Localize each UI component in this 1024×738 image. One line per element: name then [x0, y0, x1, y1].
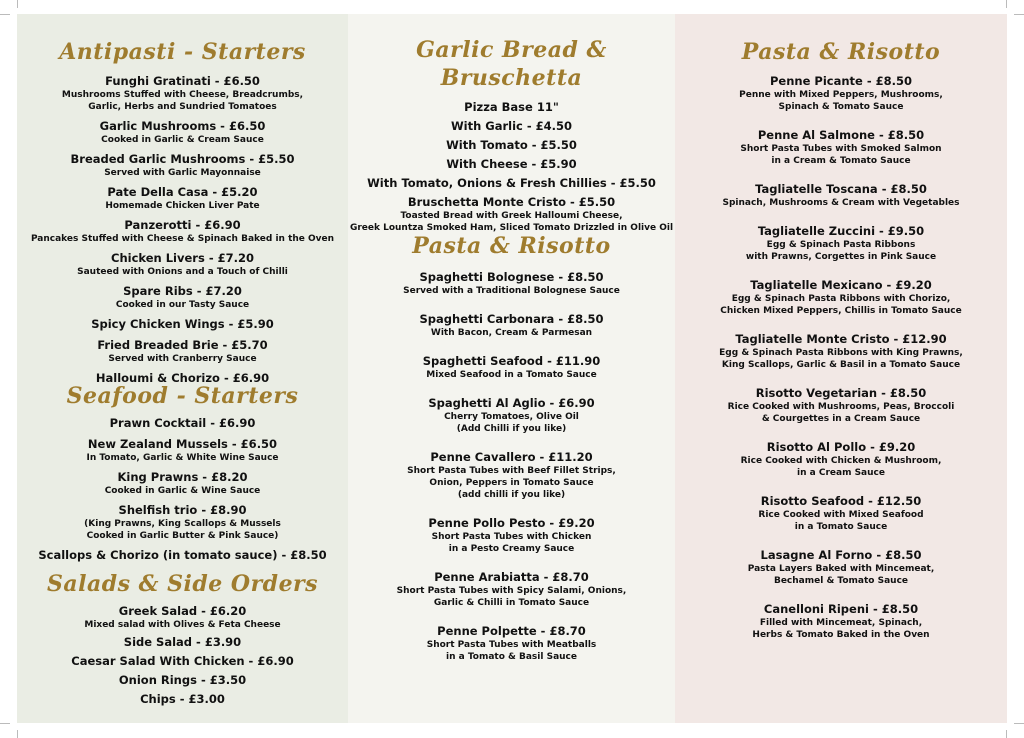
- menu-item: [348, 119, 675, 134]
- menu-section: [348, 36, 675, 234]
- menu-item: [348, 157, 675, 172]
- menu-item-name: Penne Arabiatta - £8.70: [434, 570, 589, 584]
- menu-item-name: Funghi Gratinati - £6.50: [105, 74, 260, 88]
- menu-item-name: Spaghetti Al Aglio - £6.90: [428, 396, 595, 410]
- menu-item-name: Risotto Vegetarian - £8.50: [755, 386, 927, 400]
- menu-item-description: Served with a Traditional Bolognese Sauce: [403, 286, 620, 296]
- menu-item-description: Penne with Mixed Peppers, Mushrooms,: [739, 90, 943, 100]
- menu-item: [348, 176, 675, 191]
- menu-item-description: With Bacon, Cream & Parmesan: [430, 328, 593, 338]
- menu-item-description: Egg & Spinach Pasta Ribbons with Chorizo,: [731, 294, 951, 304]
- menu-item: [17, 284, 348, 311]
- menu-item-description: Spinach & Tomato Sauce: [778, 102, 904, 112]
- menu-item-description: Filled with Mincemeat, Spinach,: [759, 618, 923, 628]
- menu-section: [17, 570, 348, 707]
- section-heading: Pasta & Risotto: [741, 39, 941, 65]
- menu-item: [17, 635, 348, 650]
- menu-item: [17, 673, 348, 688]
- menu-item: [348, 624, 675, 663]
- menu-item: [17, 185, 348, 212]
- menu-item-name: Tagliatelle Toscana - £8.50: [755, 182, 927, 196]
- menu-item-name: Chicken Livers - £7.20: [111, 251, 254, 265]
- menu-item-name: Prawn Cocktail - £6.90: [109, 416, 256, 430]
- section-heading: Garlic Bread & Bruschetta: [416, 37, 607, 91]
- menu-item-name: Penne Al Salmone - £8.50: [757, 128, 925, 142]
- menu-item-description: Served with Garlic Mayonnaise: [104, 168, 261, 178]
- menu-item-name: Penne Polpette - £8.70: [437, 624, 586, 638]
- menu-item-name: Penne Cavallero - £11.20: [430, 450, 593, 464]
- menu-item: [675, 128, 1007, 167]
- menu-item: [675, 332, 1007, 371]
- menu-item-description: with Prawns, Corgettes in Pink Sauce: [745, 252, 937, 262]
- menu-item-name: Risotto Al Pollo - £9.20: [766, 440, 916, 454]
- menu-item-name: Fried Breaded Brie - £5.70: [97, 338, 268, 352]
- menu-item-description: Rice Cooked with Mushrooms, Peas, Broccoli: [727, 402, 955, 412]
- menu-item-description: Egg & Spinach Pasta Ribbons: [766, 240, 916, 250]
- section-heading: Salads & Side Orders: [46, 571, 319, 597]
- menu-panel-center: [348, 14, 675, 723]
- menu-item: [17, 251, 348, 278]
- menu-item-description: In Tomato, Garlic & White Wine Sauce: [86, 453, 279, 463]
- menu-item: [348, 570, 675, 609]
- menu-item-name: Spaghetti Carbonara - £8.50: [419, 312, 604, 326]
- menu-item-name: With Cheese - £5.90: [446, 157, 577, 171]
- menu-item-name: Tagliatelle Monte Cristo - £12.90: [735, 332, 947, 346]
- menu-item: [17, 416, 348, 431]
- menu-item-description: Garlic, Herbs and Sundried Tomatoes: [88, 102, 277, 112]
- menu-item-description: (King Prawns, King Scallops & Mussels: [84, 519, 281, 529]
- menu-section: [348, 232, 675, 663]
- menu-item: [17, 338, 348, 365]
- menu-item: [348, 396, 675, 435]
- menu-item: [675, 440, 1007, 479]
- menu-item-name: King Prawns - £8.20: [117, 470, 248, 484]
- menu-item-description: Mixed salad with Olives & Feta Cheese: [84, 620, 281, 630]
- menu-item-name: Penne Pollo Pesto - £9.20: [428, 516, 595, 530]
- menu-section: [675, 38, 1007, 641]
- menu-item-name: With Tomato - £5.50: [446, 138, 577, 152]
- menu-item: [17, 548, 348, 563]
- menu-item-description: Bechamel & Tomato Sauce: [773, 576, 909, 586]
- menu-item-description: in a Cream Sauce: [797, 468, 885, 478]
- menu-item-description: & Courgettes in a Cream Sauce: [761, 414, 921, 424]
- menu-item-description: Cooked in Garlic & Cream Sauce: [101, 135, 264, 145]
- menu-item-description: Toasted Bread with Greek Halloumi Cheese,: [400, 211, 623, 221]
- menu-item: [348, 354, 675, 381]
- menu-item-name: Pizza Base 11": [464, 100, 559, 114]
- menu-item-description: in a Pesto Creamy Sauce: [448, 544, 575, 554]
- menu-item-name: Spicy Chicken Wings - £5.90: [91, 317, 274, 331]
- menu-item-name: Tagliatelle Mexicano - £9.20: [750, 278, 932, 292]
- menu-item: [348, 312, 675, 339]
- menu-item-description: in a Cream & Tomato Sauce: [771, 156, 911, 166]
- menu-item: [17, 317, 348, 332]
- menu-item-description: Mushrooms Stuffed with Cheese, Breadcrumbs,: [61, 90, 304, 100]
- section-heading: Pasta & Risotto: [412, 233, 611, 259]
- menu-item: [348, 270, 675, 297]
- menu-item-name: Risotto Seafood - £12.50: [760, 494, 922, 508]
- menu-item-name: Bruschetta Monte Cristo - £5.50: [407, 195, 616, 209]
- menu-item: [348, 516, 675, 555]
- menu-item-name: Spare Ribs - £7.20: [123, 284, 242, 298]
- menu-item: [17, 604, 348, 631]
- menu-item-description: Cherry Tomatoes, Olive Oil: [444, 412, 579, 422]
- menu-item-name: New Zealand Mussels - £6.50: [87, 437, 278, 451]
- menu-item-name: Side Salad - £3.90: [123, 635, 242, 649]
- menu-item-name: Spaghetti Seafood - £11.90: [422, 354, 601, 368]
- menu-item-name: Chips - £3.00: [140, 692, 225, 706]
- menu-item: [348, 100, 675, 115]
- menu-item: [17, 692, 348, 707]
- menu-item: [675, 386, 1007, 425]
- menu-item-description: Cooked in Garlic Butter & Pink Sauce): [86, 531, 279, 541]
- menu-item-name: Spaghetti Bolognese - £8.50: [419, 270, 604, 284]
- menu-item-description: (Add Chilli if you like): [456, 424, 567, 434]
- menu-item: [17, 503, 348, 542]
- section-heading: Antipasti - Starters: [59, 39, 306, 65]
- menu-item: [17, 74, 348, 113]
- menu-item-description: Greek Lountza Smoked Ham, Sliced Tomato Drizzled in Olive Oil: [349, 223, 674, 233]
- menu-item: [675, 548, 1007, 587]
- menu-item: [348, 138, 675, 153]
- menu-item-name: Panzerotti - £6.90: [124, 218, 241, 232]
- menu-item-description: Rice Cooked with Mixed Seafood: [758, 510, 924, 520]
- menu-item-name: Greek Salad - £6.20: [118, 604, 247, 618]
- menu-item: [17, 152, 348, 179]
- menu-item-name: Shelfish trio - £8.90: [118, 503, 247, 517]
- menu-item-description: Homemade Chicken Liver Pate: [105, 201, 260, 211]
- menu-item: [675, 224, 1007, 263]
- menu-item-description: Spinach, Mushrooms & Cream with Vegetables: [722, 198, 960, 208]
- menu-item-description: Pasta Layers Baked with Mincemeat,: [747, 564, 935, 574]
- menu-item: [675, 602, 1007, 641]
- menu-section: [17, 382, 348, 563]
- menu-item: [17, 437, 348, 464]
- menu-item-description: Served with Cranberry Sauce: [108, 354, 257, 364]
- menu-item-name: Breaded Garlic Mushrooms - £5.50: [70, 152, 295, 166]
- menu-item: [17, 218, 348, 245]
- menu-item-description: Chicken Mixed Peppers, Chillis in Tomato Sauce: [720, 306, 962, 316]
- menu-item-description: in a Tomato & Basil Sauce: [445, 652, 577, 662]
- menu-item-name: Canelloni Ripeni - £8.50: [763, 602, 919, 616]
- menu-item-description: (add chilli if you like): [457, 490, 566, 500]
- menu-item-description: Short Pasta Tubes with Chicken: [431, 532, 592, 542]
- menu-item-name: Tagliatelle Zuccini - £9.50: [757, 224, 925, 238]
- menu-item-description: Mixed Seafood in a Tomato Sauce: [426, 370, 597, 380]
- menu-item-name: Lasagne Al Forno - £8.50: [760, 548, 922, 562]
- menu-item-name: With Garlic - £4.50: [450, 119, 573, 133]
- menu-item-name: Scallops & Chorizo (in tomato sauce) - £8.50: [38, 548, 327, 562]
- menu-item: [348, 450, 675, 501]
- menu-item: [675, 494, 1007, 533]
- menu-item-description: Onion, Peppers in Tomato Sauce: [429, 478, 594, 488]
- menu-item-description: Egg & Spinach Pasta Ribbons with King Prawns,: [719, 348, 963, 358]
- menu-item-description: Rice Cooked with Chicken & Mushroom,: [740, 456, 942, 466]
- menu-section: [17, 38, 348, 386]
- menu-item: [17, 470, 348, 497]
- menu-panel-left: [17, 14, 348, 723]
- menu-item: [348, 195, 675, 234]
- menu-item-name: Caesar Salad With Chicken - £6.90: [71, 654, 294, 668]
- menu-item-description: Short Pasta Tubes with Spicy Salami, Onions,: [396, 586, 627, 596]
- menu-item-description: Cooked in our Tasty Sauce: [115, 300, 250, 310]
- menu-item-name: Halloumi & Chorizo - £6.90: [95, 371, 270, 385]
- menu-item-name: With Tomato, Onions & Fresh Chillies - £5.50: [367, 176, 656, 190]
- menu-item: [17, 119, 348, 146]
- menu-item-description: Garlic & Chilli in Tomato Sauce: [433, 598, 590, 608]
- menu-item-description: Short Pasta Tubes with Beef Fillet Strips,: [407, 466, 616, 476]
- menu-item: [675, 278, 1007, 317]
- menu-item-description: Short Pasta Tubes with Meatballs: [426, 640, 597, 650]
- menu-item-name: Onion Rings - £3.50: [118, 673, 247, 687]
- menu-item-description: Cooked in Garlic & Wine Sauce: [104, 486, 261, 496]
- menu-item-name: Penne Picante - £8.50: [770, 74, 912, 88]
- menu-item-description: King Scallops, Garlic & Basil in a Tomato Sauce: [721, 360, 961, 370]
- menu-item-description: Short Pasta Tubes with Smoked Salmon: [740, 144, 942, 154]
- menu-item: [17, 654, 348, 669]
- menu-item-description: in a Tomato Sauce: [794, 522, 888, 532]
- menu-item-name: Garlic Mushrooms - £6.50: [99, 119, 266, 133]
- menu-item-name: Pate Della Casa - £5.20: [107, 185, 258, 199]
- menu-item-description: Sauteed with Onions and a Touch of Chilli: [77, 267, 288, 277]
- section-heading: Seafood - Starters: [66, 383, 299, 409]
- menu-item: [675, 182, 1007, 209]
- menu-item-description: Herbs & Tomato Baked in the Oven: [752, 630, 930, 640]
- menu-panel-right: [675, 14, 1007, 723]
- menu-item: [675, 74, 1007, 113]
- menu-item-description: Pancakes Stuffed with Cheese & Spinach Baked in the Oven: [30, 234, 335, 244]
